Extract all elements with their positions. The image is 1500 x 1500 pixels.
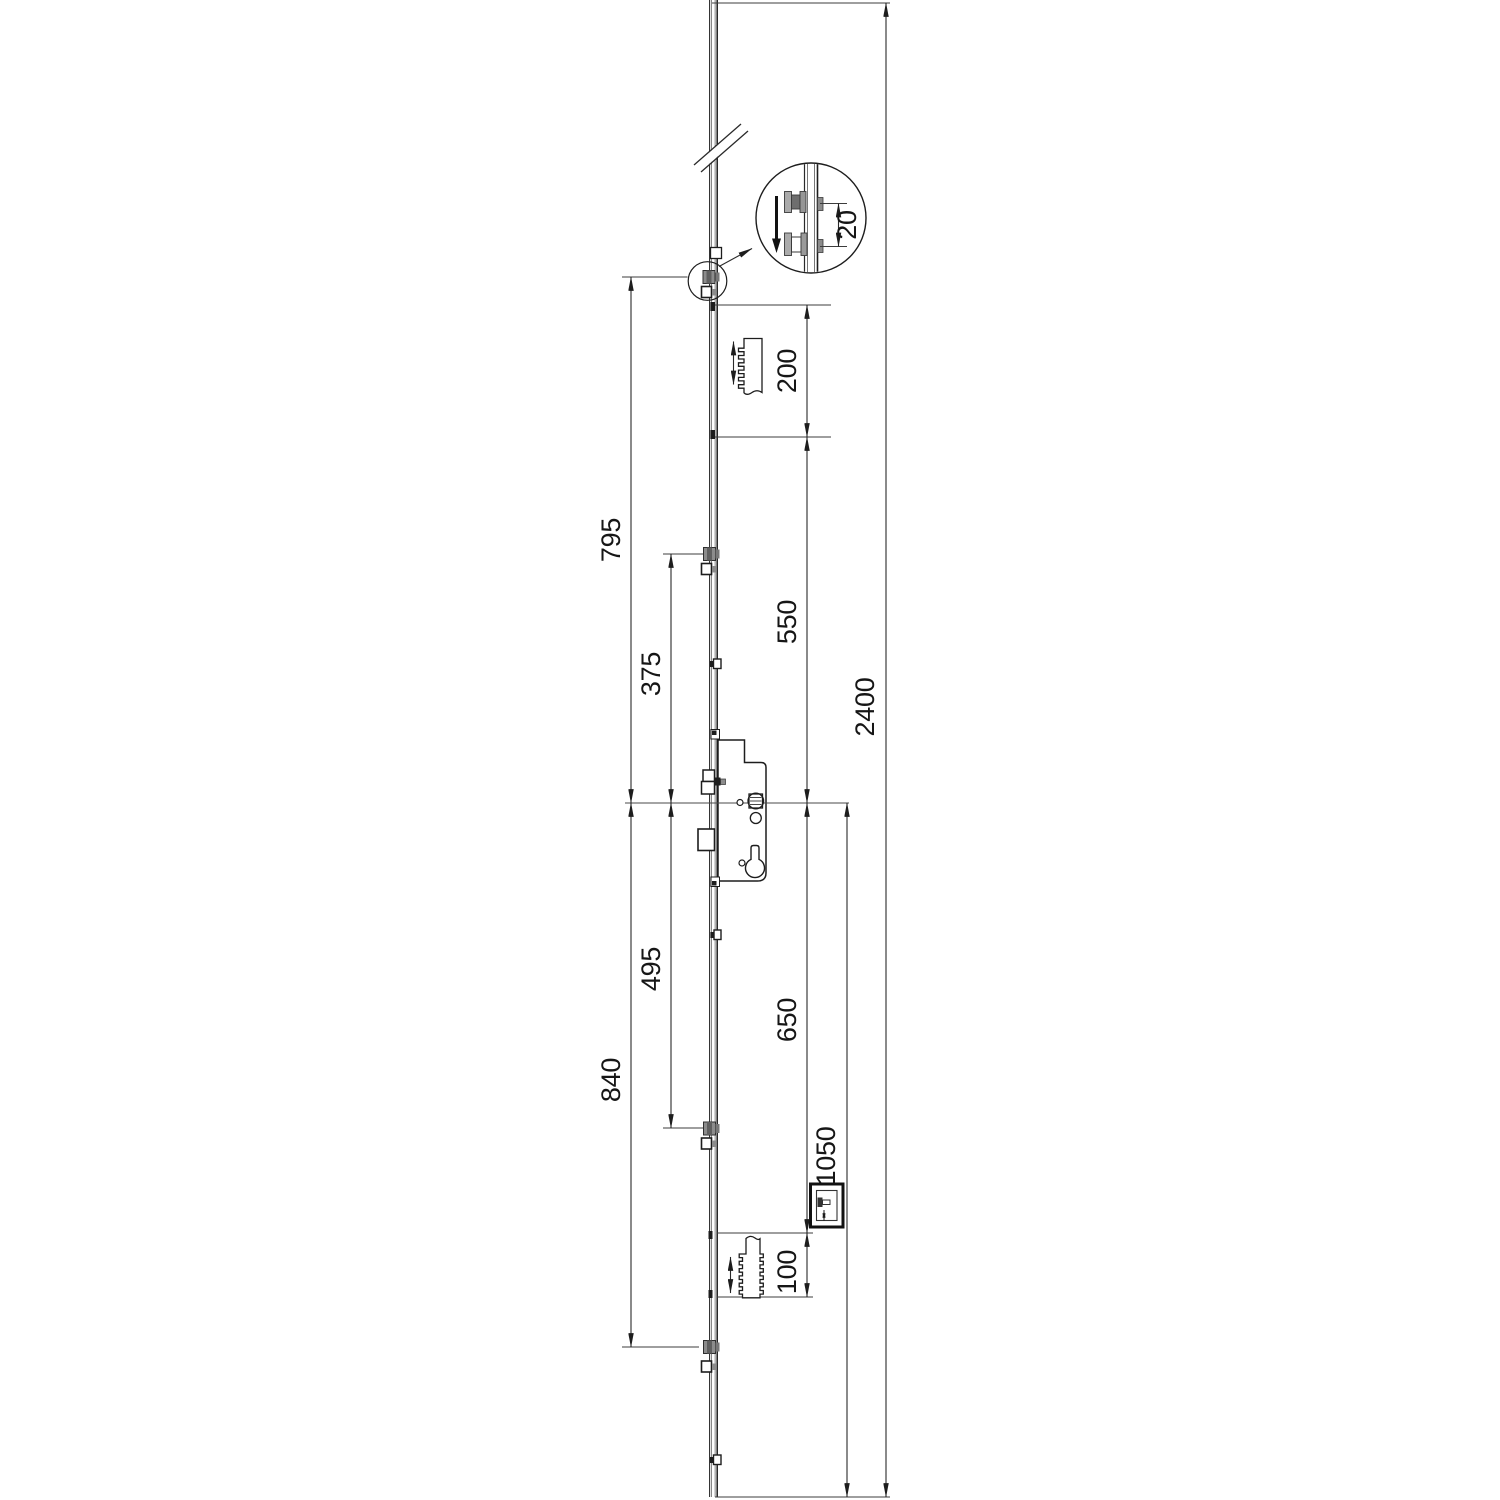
dim-1050	[811, 803, 847, 1497]
dim-550	[772, 437, 807, 803]
dim-label-1050: 1050	[811, 1126, 841, 1186]
top-extension-rack	[734, 339, 763, 395]
dim-label-650: 650	[772, 997, 802, 1043]
dim-100	[772, 1233, 807, 1297]
dim-495	[636, 803, 671, 1128]
latch-pin	[715, 778, 721, 786]
keep-slot	[711, 248, 722, 259]
case-screw-top	[711, 730, 720, 740]
lock-rail	[710, 0, 718, 1497]
dim-label-495: 495	[636, 946, 666, 992]
rail-break-icon	[694, 123, 748, 172]
mushroom-cam	[702, 287, 712, 298]
fixing-hole-mid	[750, 813, 761, 824]
locking-point-top	[688, 248, 727, 301]
latch-adjust-detail-box	[811, 1184, 844, 1227]
dim-label-550: 550	[772, 599, 802, 645]
dim-label-375: 375	[636, 651, 666, 697]
detail-leader-line	[719, 249, 752, 267]
dim-label-2400: 2400	[850, 677, 880, 737]
dim-label-20: 20	[832, 210, 862, 240]
mushroom-cam	[702, 1361, 712, 1372]
case-screw-bottom	[711, 877, 720, 887]
mushroom-cam	[702, 564, 712, 575]
dim-label-840: 840	[596, 1057, 626, 1103]
dim-650	[772, 803, 807, 1233]
mushroom-cam	[702, 1138, 712, 1149]
dim-label-100: 100	[772, 1249, 802, 1295]
dim-795	[596, 277, 631, 803]
dim-375	[636, 554, 671, 803]
dim-label-200: 200	[772, 348, 802, 394]
dim-840	[596, 803, 631, 1347]
dim-label-795: 795	[596, 517, 626, 563]
bottom-extension-rack	[731, 1236, 764, 1297]
deadbolt	[698, 829, 715, 851]
fixing-hole-small	[737, 800, 743, 806]
dim-200	[772, 305, 807, 437]
handle-follower	[748, 793, 764, 809]
fixing-hole-lower	[739, 860, 745, 866]
detail-circle	[719, 160, 866, 276]
